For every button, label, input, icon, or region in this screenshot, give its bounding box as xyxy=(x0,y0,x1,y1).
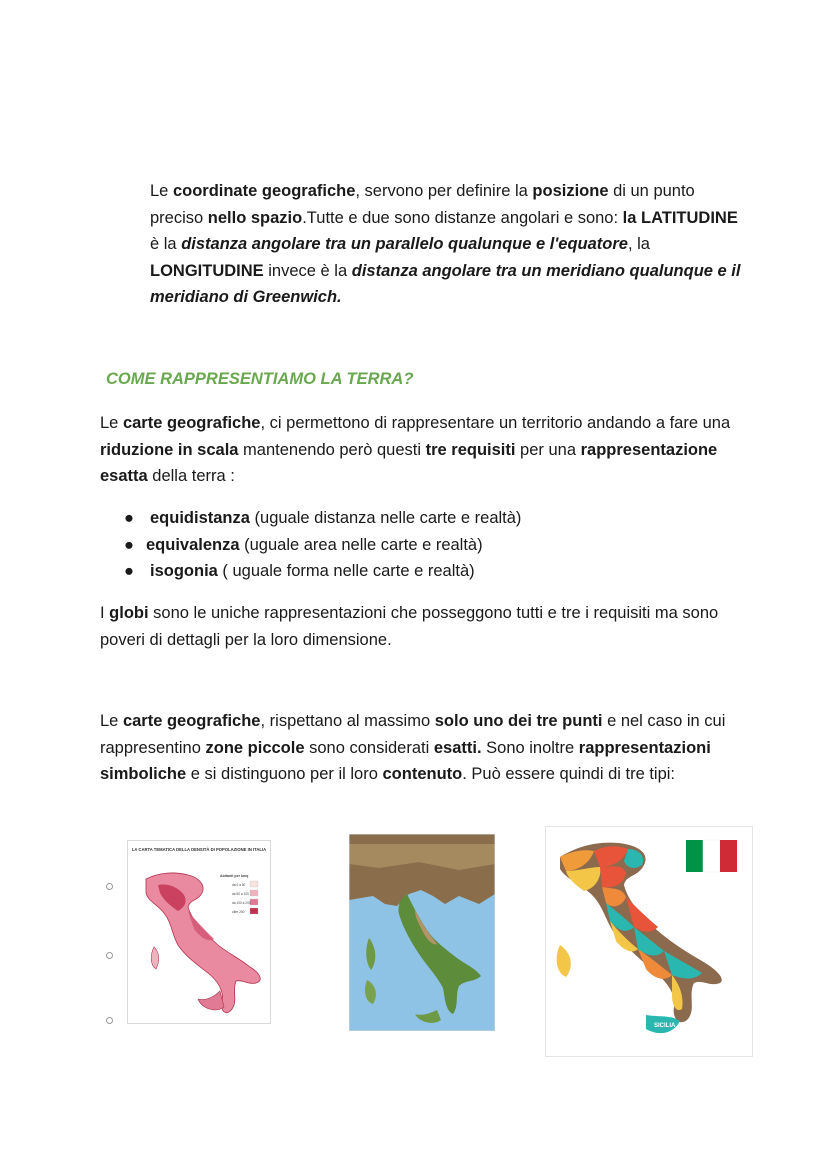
physical-map xyxy=(349,834,495,1031)
svg-text:da 50 a 100: da 50 a 100 xyxy=(232,892,249,896)
list-item: ● equidistanza (uguale distanza nelle carte e realtà) xyxy=(124,509,522,527)
svg-text:da 100 a 200: da 100 a 200 xyxy=(232,901,251,905)
sicily-label: SICILIA xyxy=(654,1023,676,1029)
hole-mark xyxy=(106,1017,113,1024)
legend-title: Abitanti per kmq xyxy=(220,874,249,878)
list-item: ● isogonia ( uguale forma nelle carte e realtà) xyxy=(124,562,475,580)
thematic-density-map xyxy=(127,840,271,1024)
legend xyxy=(232,881,258,914)
requirements-list xyxy=(120,505,521,585)
section-heading: COME RAPPRESENTIAMO LA TERRA? xyxy=(106,370,414,388)
italian-flag xyxy=(686,840,737,872)
map1-title: LA CARTA TEMATICA DELLA DENSITÀ DI POPOLAZIONE IN ITALIA xyxy=(131,847,267,852)
hole-mark xyxy=(106,883,113,890)
list-item: ● equivalenza (uguale area nelle carte e realtà) xyxy=(124,535,483,554)
coordinates-paragraph: Le coordinate geografiche, servono per definire la posizione di un punto preciso nello spazio.Tutte e due sono distanze angolari e sono: la LATITUDINE è la distanza angolare tra un parallelo qualunque e l'equatore, la LONGITUDINE invece è la distanza angolare tra un meridiano qualunque e il meridiano di Greenwich. xyxy=(150,182,741,306)
maps-intro-paragraph: Le carte geografiche, ci permettono di rappresentare un territorio andando a fare una riduzione in scala mantenendo però questi tre requisiti per una rappresentazione esatta della terra : xyxy=(100,414,731,485)
political-map xyxy=(545,826,753,1057)
globes-paragraph: I globi sono le uniche rappresentazioni che posseggono tutti e tre i requisiti ma sono poveri di dettagli per la loro dimensione. xyxy=(100,604,719,649)
map-types-paragraph: Le carte geografiche, rispettano al massimo solo uno dei tre punti e nel caso in cui rappresentino zone piccole sono considerati esatti. Sono inoltre rappresentazioni simboliche e si distinguono per il loro contenuto. Può essere quindi di tre tipi: xyxy=(100,712,726,783)
svg-text:da 0 a 50: da 0 a 50 xyxy=(232,883,246,887)
svg-text:oltre 200: oltre 200 xyxy=(232,910,245,914)
hole-mark xyxy=(106,952,113,959)
